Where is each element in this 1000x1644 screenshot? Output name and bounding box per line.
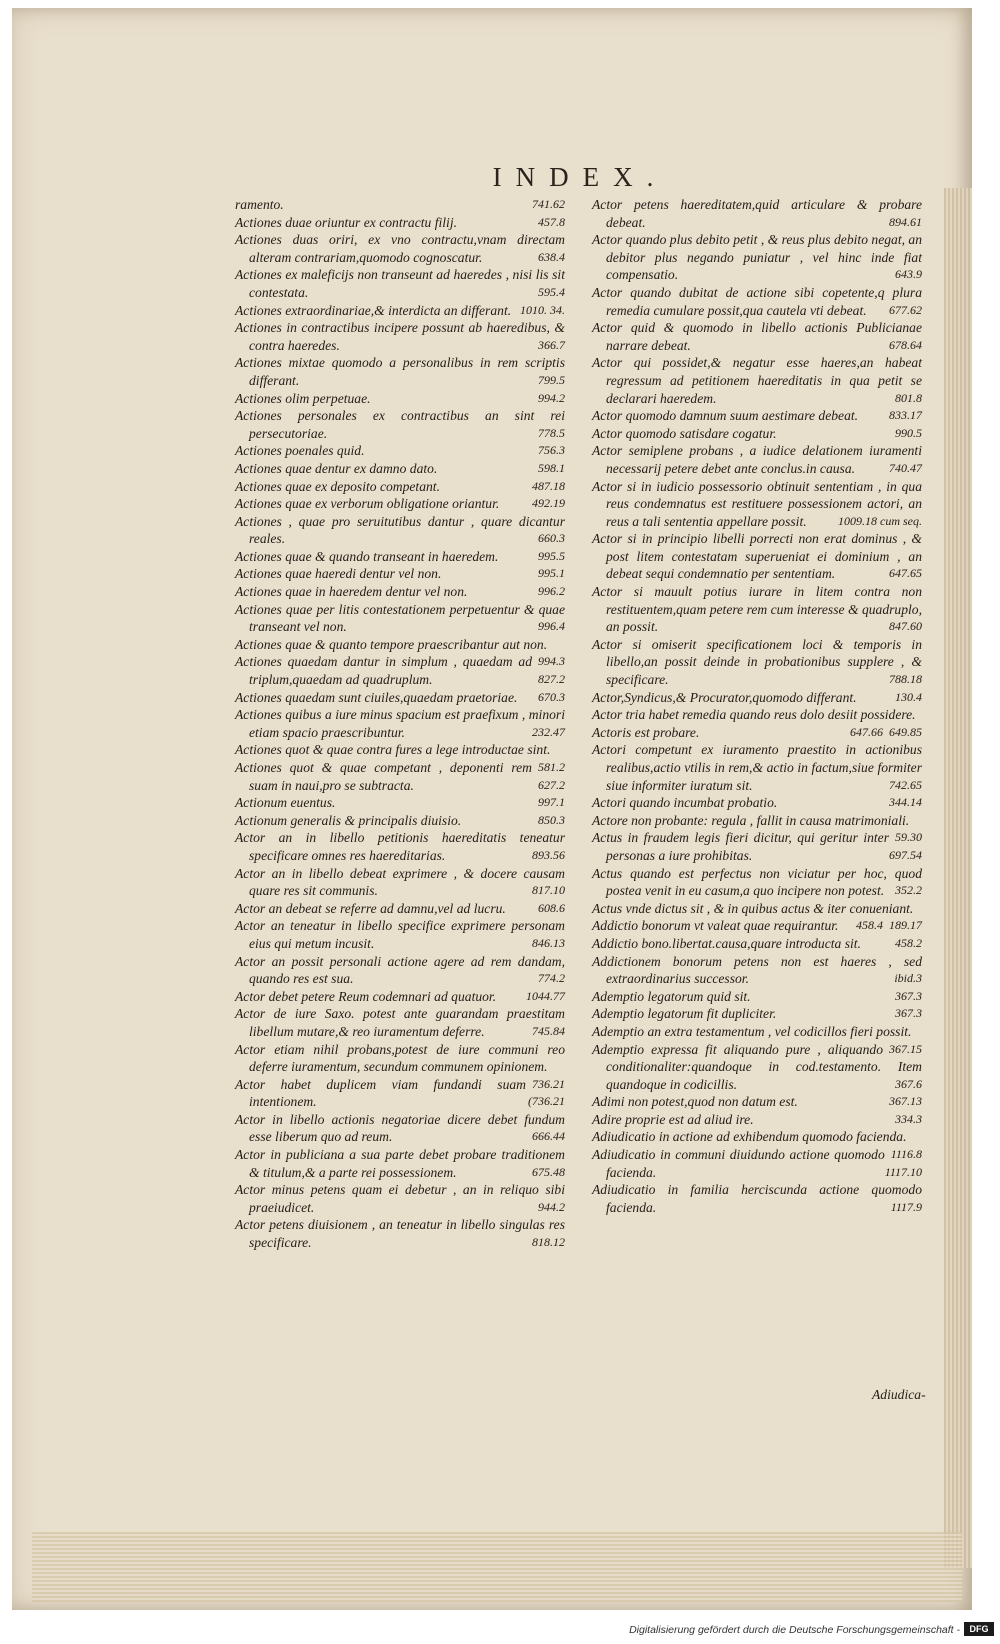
footer-bar: [0, 1610, 1000, 1644]
index-entry: [235, 442, 565, 460]
index-entry: [235, 302, 565, 320]
index-entry: [592, 829, 922, 864]
entry-text: Addictio bono.libertat.causa,quare introducta sit.: [592, 935, 861, 951]
entry-text: Actiones extraordinariae,& interdicta an differant.: [235, 302, 512, 318]
page-reference: 801.8: [895, 390, 922, 405]
page-reference: 666.44: [532, 1129, 565, 1144]
page-reference: 736.21: [532, 1076, 565, 1091]
entry-text: Actor quando dubitat de actione sibi copetente,q plura remedia cumulare possit,qua cautela vti debeat.: [592, 284, 922, 318]
entry-text: Actor habet duplicem viam fundandi suam intentionem.: [235, 1076, 526, 1110]
funding-notice: Digitalisierung gefördert durch die Deutsche Forschungsgemeinschaft -: [629, 1624, 960, 1636]
entry-text: Actor an in libello petitionis haereditatis teneatur specificare omnes res haereditarias.: [235, 830, 565, 863]
page-reference: 367.15: [889, 1041, 922, 1056]
page-reference: 647.66: [850, 724, 883, 739]
index-entry: [235, 1146, 565, 1181]
page-reference: 367.3: [895, 1006, 922, 1021]
index-entry: [235, 689, 565, 707]
page-reference: 367.6: [895, 1076, 922, 1091]
index-entry: [592, 988, 922, 1006]
page-reference: 598.1: [538, 460, 565, 475]
index-entry: [592, 794, 922, 812]
page-reference: ibid.3: [894, 971, 922, 986]
entry-text: Actiones quot & quae contra fures a lege introductae sint.: [235, 742, 551, 758]
index-entry: [235, 1216, 565, 1251]
index-entry: [592, 530, 922, 583]
entry-text: Addictionem bonorum petens non est haeres , sed extraordinarius successor.: [592, 953, 922, 987]
index-entry: [235, 812, 565, 830]
page-reference: 492.19: [532, 496, 565, 511]
entry-text: Actiones olim perpetuae.: [235, 390, 371, 406]
index-entry: [235, 1111, 565, 1146]
index-entry: [592, 442, 922, 477]
entry-text: Actiones in contractibus incipere possunt ab haeredibus, & contra haeredes.: [235, 320, 565, 353]
entry-text: Actiones quae haeredi dentur vel non.: [235, 566, 442, 582]
page-reference: 59.30: [895, 830, 922, 845]
entry-text: Actor minus petens quam ei debetur , an in reliquo sibi praeiudicet.: [235, 1182, 565, 1215]
index-entry: [592, 1005, 922, 1023]
page-reference: 638.4: [538, 249, 565, 264]
entry-text: Ademptio legatorum fit dupliciter.: [592, 1006, 777, 1022]
entry-text: Adiudicatio in actione ad exhibendum quomodo facienda.: [592, 1129, 907, 1145]
index-entry: [235, 865, 565, 900]
page-reference: 799.5: [538, 372, 565, 387]
index-entry: [592, 1128, 922, 1162]
index-column-left: [235, 196, 565, 1252]
index-entry: [235, 601, 565, 636]
entry-text: Actor si in principio libelli porrecti non erat dominus , & post litem contestatam superueniat ei dominium , an debeat sequi condemnatio per sententiam.: [592, 531, 922, 582]
index-entry: [592, 1093, 922, 1111]
index-entry: [592, 583, 922, 636]
page-reference: 608.6: [538, 900, 565, 915]
entry-text: Actor quomodo satisdare cogatur.: [592, 425, 777, 441]
page-reference: 367.3: [895, 988, 922, 1003]
entry-text: Actiones quae per litis contestationem perpetuentur & quae transeant vel non.: [235, 601, 565, 635]
page-reference: 774.2: [538, 971, 565, 986]
page-reference: 1117.10: [884, 1164, 922, 1179]
index-entry: [592, 935, 922, 953]
dfg-logo: DFG: [964, 1622, 994, 1636]
index-entry: [235, 900, 565, 918]
index-entry: [592, 724, 922, 742]
entry-text: Actionum generalis & principalis diuisio.: [235, 812, 462, 828]
index-entry: [592, 1111, 922, 1129]
entry-text: Actiones quae ex verborum obligatione oriantur.: [235, 496, 500, 512]
page-reference: 996.4: [538, 619, 565, 634]
entry-text: Actor petens haereditatem,quid articulare & probare debeat.: [592, 197, 922, 230]
entry-text: Actus quando est perfectus non viciatur per hoc, quod postea venit in eu casum,a quo incipere non potest.: [592, 865, 922, 899]
page-reference: 457.8: [538, 214, 565, 229]
entry-text: Actor debet petere Reum codemnari ad quatuor.: [235, 988, 497, 1004]
catchword: Adiudica-: [872, 1387, 926, 1402]
entry-text: Actiones poenales quid.: [235, 443, 365, 459]
page-reference: 847.60: [889, 619, 922, 634]
index-entry: [235, 460, 565, 478]
page-reference: 788.18: [889, 672, 922, 687]
index-entry: [592, 865, 922, 900]
page-reference: 995.1: [538, 566, 565, 581]
index-entry: [235, 636, 565, 669]
page-reference: 833.17: [889, 408, 922, 423]
page-reference: 130.4: [895, 689, 922, 704]
index-entry: [235, 829, 565, 864]
page-reference: 697.54: [889, 847, 922, 862]
entry-text: Actiones quae in haeredem dentur vel non.: [235, 584, 468, 600]
page-reference: 334.3: [895, 1111, 922, 1126]
page-reference: 1009.18 cum seq.: [838, 513, 922, 528]
page-reference: 745.84: [532, 1023, 565, 1038]
entry-text: ramento.: [235, 197, 284, 212]
page-reference: 1044.77: [526, 988, 565, 1003]
entry-text: Ademptio expressa fit aliquando pure , aliquando conditionaliter:quandoque in cod.testamento. Item quandoque in codicillis.: [592, 1041, 922, 1092]
page-reference: 990.5: [895, 425, 922, 440]
entry-text: Actor quomodo damnum suum aestimare debeat.: [592, 408, 859, 424]
page-reference: 893.56: [532, 847, 565, 862]
page-reference: 994.2: [538, 390, 565, 405]
index-entry: [235, 794, 565, 812]
page-reference: 189.17: [889, 918, 922, 933]
index-entry: [235, 988, 565, 1006]
index-entry: [592, 953, 922, 988]
page-reference: 367.13: [889, 1094, 922, 1109]
entry-text: Actiones quae dentur ex damno dato.: [235, 460, 438, 476]
entry-text: Adire proprie est ad aliud ire.: [592, 1111, 754, 1127]
page-reference: 740.47: [889, 460, 922, 475]
page-reference: 996.2: [538, 584, 565, 599]
page-reference: 581.2: [538, 760, 565, 774]
entry-text: Actiones quibus a iure minus spacium est praefixum , minori etiam spacio praescribuntur.: [235, 707, 565, 740]
page-reference: 944.2: [538, 1199, 565, 1214]
page-reference: 997.1: [538, 795, 565, 810]
index-entry: [235, 196, 565, 214]
entry-text: Actus vnde dictus sit , & in quibus actus & iter conueniant.: [592, 900, 914, 916]
page-reference: 817.10: [532, 883, 565, 898]
index-entry: [235, 1041, 565, 1091]
entry-text: Ademptio an extra testamentum , vel codicillos fieri possit.: [592, 1023, 912, 1039]
entry-text: Actor si mauult potius iurare in litem contra non restituentem,quam petere rem cum interesse & quadruplo, an possit.: [592, 584, 922, 635]
entry-text: Actor qui possidet,& negatur esse haeres,an habeat regressum ad petitionem haereditatis in qua petit se declarari haeredem.: [592, 355, 922, 406]
page-reference: (736.21: [528, 1094, 565, 1109]
entry-text: Actiones , quae pro seruitutibus dantur , quare dicantur reales.: [235, 513, 565, 547]
page-reference: 678.64: [889, 337, 922, 352]
index-entry: [592, 196, 922, 231]
page-reference: 756.3: [538, 443, 565, 458]
entry-text: Actiones quae & quando transeant in haeredem.: [235, 548, 499, 564]
index-entry: [592, 1181, 922, 1216]
page-reference: 894.61: [889, 214, 922, 229]
index-entry: [592, 741, 922, 794]
entry-text: Actiones duas oriri, ex vno contractu,vnam directam alteram contrariam,quomodo cognoscatur.: [235, 232, 565, 265]
index-entry: [235, 513, 565, 548]
entry-text: Actori competunt ex iuramento praestito in actionibus realibus,actio vtilis in rem,& actio in factum,siue formiter siue informiter iuratum sit.: [592, 742, 922, 793]
entry-text: Actor semiplene probans , a iudice delationem iuramenti necessarij petere debet ante conclus.in causa.: [592, 443, 922, 476]
page-reference: 627.2: [538, 777, 565, 792]
page-title: INDEX.: [492, 162, 668, 192]
entry-text: Actor si in iudicio possessorio obtinuit sententiam , in qua reus condemnatus est restituere possessionem actori, an reus a tali sententia appellare possit.: [592, 478, 922, 529]
page-reference: 649.85: [889, 724, 922, 739]
index-entry: [235, 495, 565, 513]
index-entry: [592, 478, 922, 531]
index-entry: [592, 284, 922, 319]
entry-text: Actiones ex maleficijs non transeunt ad haeredes , nisi lis sit contestata.: [235, 267, 565, 300]
index-entry: [235, 759, 565, 794]
entry-text: Actor petens diuisionem , an teneatur in libello singulas res specificare.: [235, 1217, 565, 1251]
entry-text: Actor quid & quomodo in libello actionis Publicianae narrare debeat.: [592, 320, 922, 353]
entry-text: Actoris est probare.: [592, 724, 700, 740]
page-reference: 995.5: [538, 548, 565, 563]
page-reference: 1010. 34.: [520, 302, 565, 317]
index-entry: [592, 636, 922, 689]
index-entry: [592, 812, 922, 845]
page-reference: 994.3: [538, 654, 565, 669]
index-entry: [235, 214, 565, 232]
index-entry: [592, 917, 922, 935]
index-entry: [592, 425, 922, 443]
entry-text: Actor in publiciana a sua parte debet probare traditionem & titulum,& a parte rei possessionem.: [235, 1147, 565, 1180]
entry-text: Actor si omiserit specificationem loci & temporis in libello,an possit deinde in probationibus supplere , & specificare.: [592, 636, 922, 688]
entry-text: Actor an teneatur in libello specifice exprimere personam eius qui metum incusit.: [235, 918, 565, 951]
entry-text: Adiudicatio in familia herciscunda actione quomodo facienda.: [592, 1182, 922, 1215]
index-entry: [235, 1076, 565, 1111]
page-reference: 458.4: [856, 918, 883, 933]
index-entry: [235, 319, 565, 354]
entry-text: Actor quando plus debito petit , & reus plus debito negat, an debitor plus negando puniatur , vel hinc inde fiat compensatio.: [592, 232, 922, 283]
entry-text: Actor de iure Saxo. potest ante guarandam praestitam libellum mutare,& reo iuramentum deferre.: [235, 1006, 565, 1039]
index-entry: [592, 354, 922, 407]
page-edge: [944, 188, 972, 1568]
page-reference: 741.62: [532, 197, 565, 211]
entry-text: Actiones quae & quanto tempore praescribantur aut non.: [235, 636, 548, 652]
index-entry: [235, 953, 565, 988]
index-entry: [235, 565, 565, 583]
entry-text: Actiones mixtae quomodo a personalibus in rem scriptis differant.: [235, 355, 565, 388]
entry-text: Actori quando incumbat probatio.: [592, 795, 778, 811]
page-reference: 595.4: [538, 284, 565, 299]
page-reference: 670.3: [538, 689, 565, 704]
index-entry: [592, 407, 922, 425]
index-entry: [592, 1023, 922, 1056]
index-entry: [592, 319, 922, 354]
page-reference: 778.5: [538, 425, 565, 440]
page-reference: 458.2: [895, 935, 922, 950]
index-entry: [235, 266, 565, 301]
index-column-right: [592, 196, 922, 1216]
index-entry: [592, 689, 922, 707]
entry-text: Actiones quaedam dantur in simplum , quaedam ad triplum,quaedam ad quadruplum.: [235, 654, 532, 688]
index-entry: [235, 478, 565, 496]
page-reference: 487.18: [532, 478, 565, 493]
page-reference: 366.7: [538, 337, 565, 352]
index-entry: [235, 548, 565, 566]
index-entry: [235, 583, 565, 601]
index-entry: [235, 1181, 565, 1216]
entry-text: Actor,Syndicus,& Procurator,quomodo differant.: [592, 689, 857, 705]
page-reference: 827.2: [538, 672, 565, 687]
entry-text: Actor etiam nihil probans,potest de iure communi reo deferre iuramentum, secundum communem opinionem.: [235, 1041, 565, 1075]
page-reference: 660.3: [538, 531, 565, 546]
page-reference: 742.65: [889, 777, 922, 792]
entry-text: Actiones personales ex contractibus an sint rei persecutoriae.: [235, 408, 565, 441]
index-entry: [592, 1146, 922, 1181]
page-reference: 352.2: [895, 883, 922, 898]
page-reference: 818.12: [532, 1235, 565, 1250]
page-reference: 677.62: [889, 302, 922, 317]
page-reference: 647.65: [889, 566, 922, 581]
page-stack-bottom: [32, 1532, 962, 1602]
entry-text: Actiones quae ex deposito competant.: [235, 478, 440, 494]
entry-text: Ademptio legatorum quid sit.: [592, 988, 751, 1004]
entry-text: Actor an in libello debeat exprimere , & docere causam quare res sit communis.: [235, 865, 565, 899]
entry-text: Actor an possit personali actione agere ad rem dandam, quando res est sua.: [235, 953, 565, 987]
index-entry: [235, 653, 565, 688]
entry-text: Adiudicatio in communi diuidundo actione quomodo facienda.: [592, 1147, 885, 1180]
entry-text: Actiones quaedam sunt ciuiles,quaedam praetoriae.: [235, 689, 518, 705]
page-reference: 675.48: [532, 1164, 565, 1179]
index-entry: [592, 231, 922, 284]
entry-text: Adimi non potest,quod non datum est.: [592, 1094, 798, 1110]
page-reference: 850.3: [538, 812, 565, 827]
page-reference: 232.47: [532, 724, 565, 739]
index-entry: [235, 354, 565, 389]
entry-text: Actore non probante: regula , fallit in causa matrimoniali.: [592, 812, 910, 828]
entry-text: Actor tria habet remedia quando reus dolo desiit possidere.: [592, 707, 916, 723]
index-entry: [235, 390, 565, 408]
entry-text: Addictio bonorum vt valeat quae requirantur.: [592, 918, 839, 934]
entry-text: Actionum euentus.: [235, 795, 336, 811]
index-entry: [235, 407, 565, 442]
entry-text: Actiones duae oriuntur ex contractu filij.: [235, 214, 457, 230]
index-entry: [235, 706, 565, 741]
entry-text: Actus in fraudem legis fieri dicitur, qui geritur inter personas a iure prohibitas.: [592, 830, 889, 863]
index-entry: [235, 917, 565, 952]
page-reference: 1117.9: [890, 1199, 922, 1214]
entry-text: Actor in libello actionis negatoriae dicere debet fundum esse liberum quo ad reum.: [235, 1111, 565, 1145]
page-reference: 846.13: [532, 935, 565, 950]
index-entry: [592, 1041, 922, 1094]
index-entry: [235, 231, 565, 266]
page-reference: 1116.8: [890, 1147, 922, 1162]
entry-text: Actor an debeat se referre ad damnu,vel ad lucru.: [235, 900, 506, 916]
page-reference: 643.9: [895, 267, 922, 282]
index-entry: [235, 741, 565, 774]
index-entry: [235, 1005, 565, 1040]
page-reference: 344.14: [889, 795, 922, 810]
entry-text: Actiones quot & quae competant , deponenti rem suam in naui,pro se subtracta.: [235, 760, 532, 793]
